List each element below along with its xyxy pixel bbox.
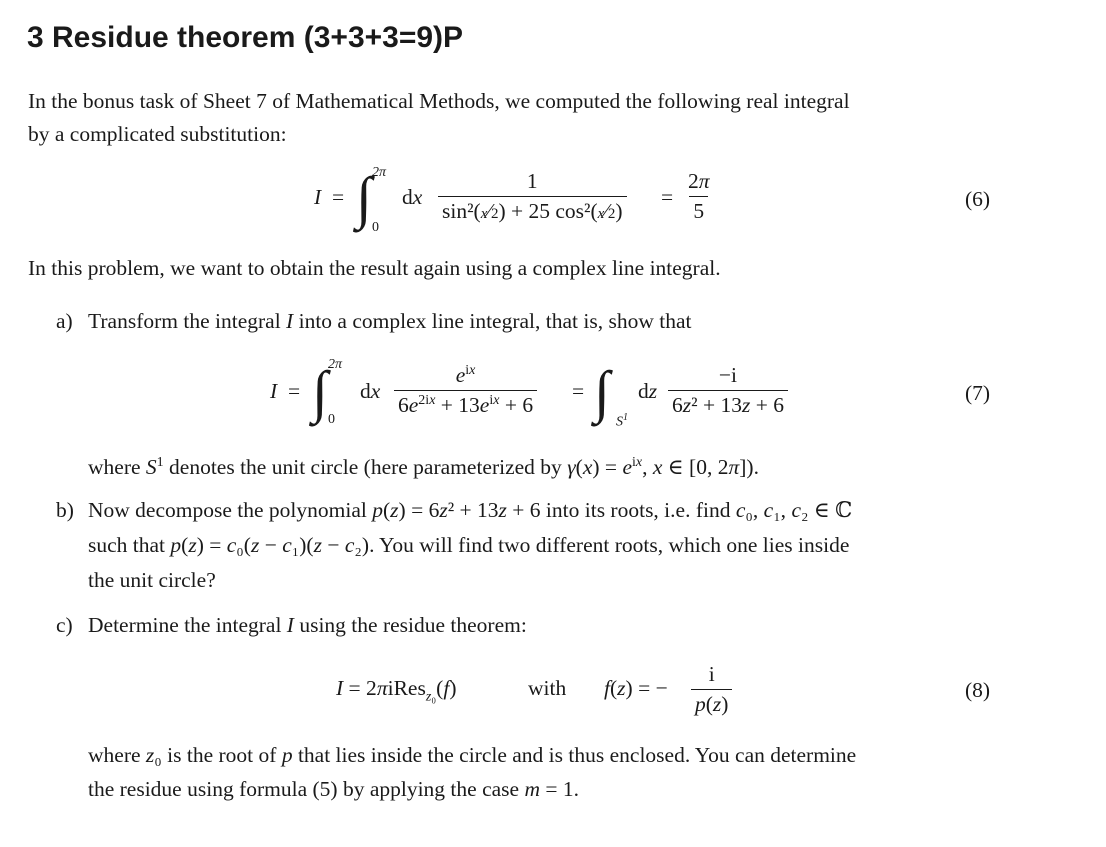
equation-number-8: (8) [965, 678, 991, 702]
part-a-label: a) [56, 309, 73, 333]
part-b-line-2: such that p(z) = c₀(z − c₁)(z − c₂). You will find two different roots, which one lies inside [88, 533, 850, 557]
part-a-where-text: where $S^1$ denotes the unit circle (here parameterized by $\gamma(x) = e^{ix}$, x ∈ [0, 2π]). [88, 455, 759, 480]
equation-number-6: (6) [965, 187, 991, 211]
part-c-text: Determine the integral I using the residue theorem: [88, 613, 527, 637]
intro-line-2: by a complicated substitution: [28, 122, 287, 146]
part-c-label: c) [56, 613, 73, 637]
part-c-where-line-1: where z₀ is the root of p that lies inside the circle and is thus enclosed. You can determine [88, 743, 857, 767]
part-b-label: b) [56, 498, 74, 522]
part-b-line-3: the unit circle? [88, 568, 216, 592]
section-title: 3 Residue theorem (3+3+3=9)P [27, 21, 464, 54]
part-c-where-line-2: the residue using formula (5) by applying the case m = 1. [88, 777, 579, 801]
transition-text: In this problem, we want to obtain the result again using a complex line integral. [28, 256, 721, 280]
part-b-line-1: Now decompose the polynomial p(z) = 6z² + 13z + 6 into its roots, i.e. find c₀, c₁, c₂ ∈ ℂ [88, 498, 853, 522]
intro-line-1: In the bonus task of Sheet 7 of Mathematical Methods, we computed the following real integral [28, 89, 850, 113]
part-a-text: Transform the integral I into a complex line integral, that is, show that [88, 309, 692, 333]
equation-number-7: (7) [965, 381, 991, 405]
